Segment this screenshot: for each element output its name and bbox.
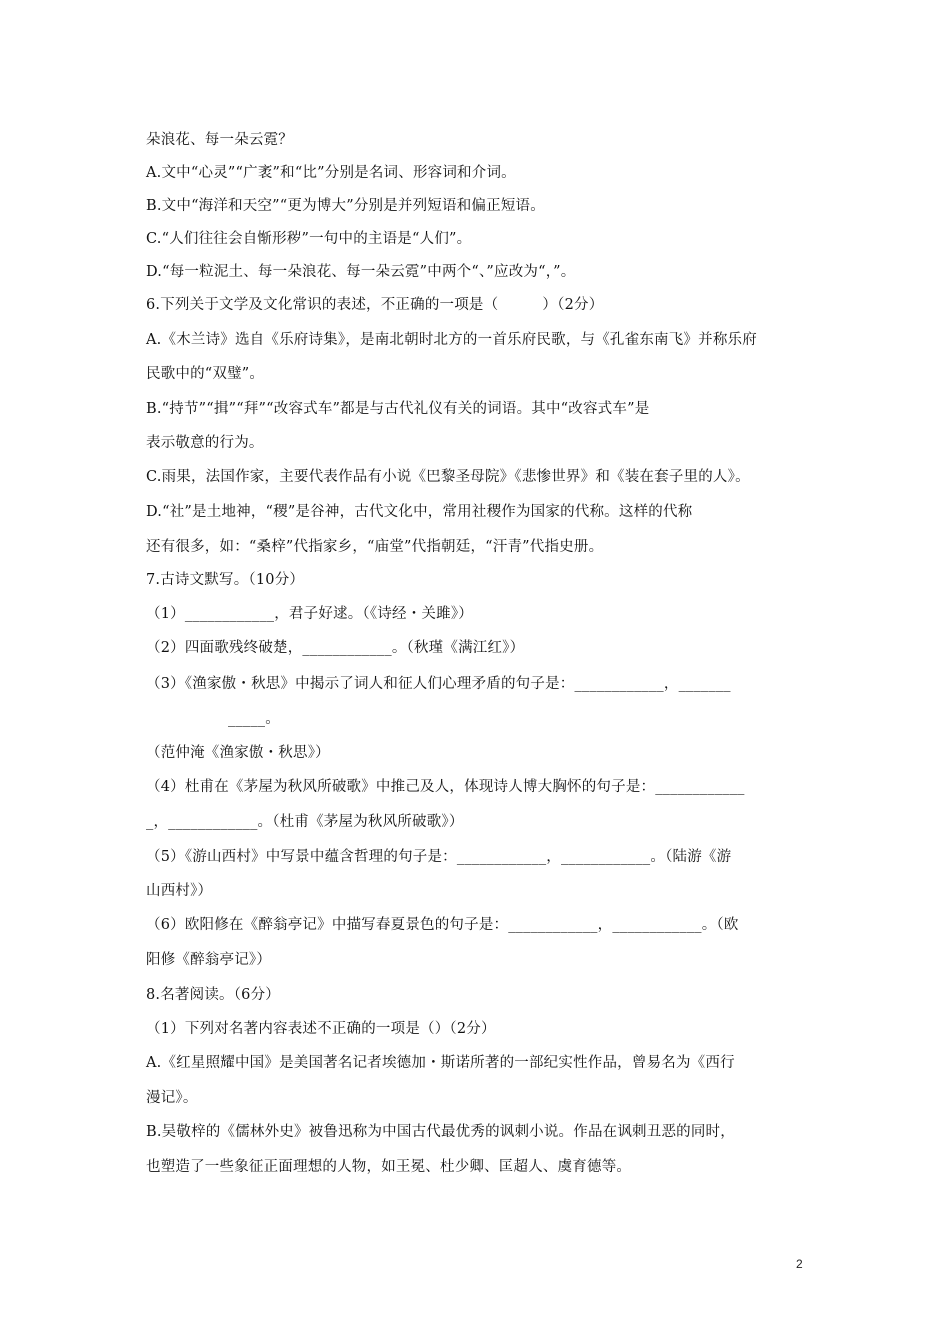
text-line: 朵浪花、每一朵云霓？: [146, 132, 293, 148]
option-d: D.“每一粒泥土、每一朵浪花、每一朵云霓”中两个“、”应改为“，”。: [146, 264, 576, 280]
q8-option-a-cont: 漫记》。: [146, 1090, 198, 1106]
q7-item-5-cont: 山西村》）: [146, 883, 213, 899]
page-number: 2: [796, 1257, 803, 1271]
question-7: 7.古诗文默写。（10分）: [146, 572, 305, 588]
q6-option-d-cont: 还有很多，如：“桑梓”代指家乡，“庙堂”代指朝廷，“汗青”代指史册。: [146, 539, 604, 555]
q7-item-3: （3）《渔家傲・秋思》中揭示了词人和征人们心理矛盾的句子是：____________，_______: [146, 676, 731, 692]
option-b: B.文中“海洋和天空”“更为博大”分别是并列短语和偏正短语。: [146, 198, 545, 214]
question-8: 8.名著阅读。（6分）: [146, 987, 281, 1003]
q8-option-a: A.《红星照耀中国》是美国著名记者埃德加・斯诺所著的一部纪实性作品，曾易名为《西行: [146, 1055, 735, 1071]
q7-item-4-cont: _，____________。（杜甫《茅屋为秋风所破歌》）: [146, 814, 464, 830]
q6-option-b: B.“持节”“揖”“拜”“改容式车”都是与古代礼仪有关的词语。其中“改容式车”是: [146, 401, 650, 417]
option-a: A.文中“心灵”“广袤”和“比”分别是名词、形容词和介词。: [146, 165, 516, 181]
q7-item-6: （6）欧阳修在《醉翁亭记》中描写春夏景色的句子是：____________，____________。（欧: [146, 917, 739, 933]
q8-option-b: B.吴敬梓的《儒林外史》被鲁迅称为中国古代最优秀的讽刺小说。作品在讽刺丑恶的同时，: [146, 1124, 735, 1140]
q7-item-4: （4）杜甫在《茅屋为秋风所破歌》中推己及人，体现诗人博大胸怀的句子是：____________: [146, 779, 745, 795]
q7-item-2: （2）四面歌残终破楚，____________。（秋瑾《满江红》）: [146, 640, 525, 656]
q8-item-1: （1）下列对名著内容表述不正确的一项是（）（2分）: [146, 1021, 496, 1037]
q6-option-a-cont: 民歌中的“双璧”。: [146, 366, 265, 382]
question-6: 6.下列关于文学及文化常识的表述，不正确的一项是（ ）（2分）: [146, 297, 604, 313]
q7-item-5: （5）《游山西村》中写景中蕴含哲理的句子是：____________，____________。（陆游《游: [146, 849, 732, 865]
q6-option-a: A.《木兰诗》选自《乐府诗集》，是南北朝时北方的一首乐府民歌，与《孔雀东南飞》并称乐府: [146, 332, 757, 348]
q7-item-6-cont: 阳修《醉翁亭记》）: [146, 952, 272, 968]
option-c: C.“人们往往会自惭形秽”一句中的主语是“人们”。: [146, 231, 472, 247]
q7-item-1: （1）____________，君子好逑。（《诗经・关雎》）: [146, 606, 473, 622]
q6-option-c: C.雨果，法国作家，主要代表作品有小说《巴黎圣母院》《悲惨世界》和《装在套子里的人》。: [146, 469, 750, 485]
q6-option-d: D.“社”是土地神，“稷”是谷神，古代文化中，常用社稷作为国家的代称。这样的代称: [146, 504, 693, 520]
q7-item-3-source: （范仲淹《渔家傲・秋思》）: [146, 745, 330, 761]
q8-option-b-cont: 也塑造了一些象征正面理想的人物，如王冕、杜少卿、匡超人、虞育德等。: [146, 1159, 632, 1175]
q6-option-b-cont: 表示敬意的行为。: [146, 435, 264, 451]
q7-item-3-blank: _____。: [228, 711, 280, 727]
